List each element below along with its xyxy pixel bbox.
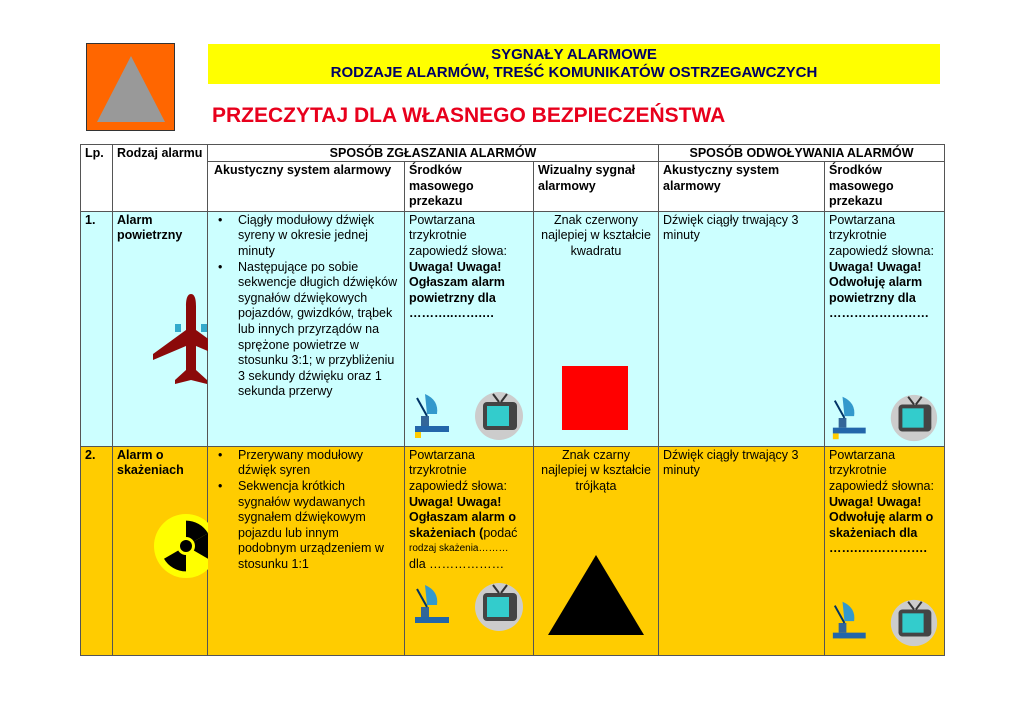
list-item: • Ciągły modułowy dźwięk syreny w okresie jednej minuty bbox=[216, 213, 400, 260]
row-type-cell bbox=[113, 211, 208, 446]
col-lp-header: Lp. bbox=[81, 145, 113, 212]
row-visual-cell bbox=[534, 446, 659, 655]
radio-tv-icon bbox=[829, 597, 941, 649]
sub-acoustic-header: Akustyczny system alarmowy bbox=[208, 162, 405, 212]
row-cancel-acoustic-cell bbox=[659, 211, 825, 446]
visual-signal-text: Znak czarny najlepiej w kształcie trójkąta bbox=[541, 447, 651, 493]
row-lp: 1. bbox=[81, 211, 113, 446]
warning-triangle-icon bbox=[87, 44, 176, 132]
row-cancel-media-cell bbox=[825, 446, 945, 655]
media-tail: podać bbox=[483, 525, 518, 540]
acoustic-list bbox=[212, 448, 400, 573]
civil-defense-logo bbox=[86, 43, 175, 131]
row-cancel-acoustic-cell bbox=[659, 446, 825, 655]
row-media-cell bbox=[405, 211, 534, 446]
cancel-media-text: Powtarzana trzykrotnie zapowiedź słowna: bbox=[829, 212, 934, 258]
media-announcement: Uwaga! Uwaga! Ogłaszam alarm o skażeniach ( bbox=[409, 494, 516, 540]
list-item: • Następujące po sobie sekwencje długich dźwięków sygnałów dźwiękowych pojazdów, gwizdków, trąbek lub innych przyrządów na sprężone powietrze w stosunku 3:1; w przybliżeniu 3 sekundy dźwięku oraz 1 sekunda przerwy bbox=[216, 260, 400, 400]
announce-group-header: SPOSÓB ZGŁASZANIA ALARMÓW bbox=[208, 145, 659, 162]
banner-subtitle: RODZAJE ALARMÓW, TREŚĆ KOMUNIKATÓW OSTRZEGAWCZYCH bbox=[330, 64, 818, 81]
visual-signal-text: Znak czerwony najlepiej w kształcie kwadratu bbox=[541, 212, 651, 258]
cancel-media-announcement: Uwaga! Uwaga! Odwołuję alarm o skażeniach dla …….….…………. bbox=[829, 494, 934, 556]
cancel-group-header: SPOSÓB ODWOŁYWANIA ALARMÓW bbox=[659, 145, 945, 162]
col-type-header: Rodzaj alarmu bbox=[113, 145, 208, 212]
red-square-icon bbox=[562, 366, 628, 430]
media-text: Powtarzana trzykrotnie zapowiedź słowa: bbox=[409, 212, 507, 258]
row-visual-cell bbox=[534, 211, 659, 446]
row-acoustic-cell bbox=[208, 446, 405, 655]
row-acoustic-cell bbox=[208, 211, 405, 446]
page-heading: PRZECZYTAJ DLA WŁASNEGO BEZPIECZEŃSTWA bbox=[212, 104, 726, 127]
row-cancel-media-cell bbox=[825, 211, 945, 446]
row-type-cell bbox=[113, 446, 208, 655]
cancel-acoustic-text: Dźwięk ciągły trwający 3 minuty bbox=[663, 212, 799, 243]
row-media-cell bbox=[405, 446, 534, 655]
sub-acoustic2-header: Akustyczny system alarmowy bbox=[659, 162, 825, 212]
banner-title: SYGNAŁY ALARMOWE bbox=[491, 46, 657, 63]
table-header-row bbox=[81, 145, 945, 162]
radio-tv-icon bbox=[411, 581, 527, 633]
table-subheader-row bbox=[81, 162, 945, 212]
title-banner bbox=[208, 44, 940, 84]
black-triangle-icon bbox=[548, 555, 644, 635]
sub-media2-header: Środków masowego przekazu bbox=[825, 162, 945, 212]
radio-tv-icon bbox=[829, 392, 941, 444]
media-end: dla ……………… bbox=[409, 556, 505, 571]
media-text: Powtarzana trzykrotnie zapowiedź słowa: bbox=[409, 447, 507, 493]
row-type: Alarm powietrzny bbox=[117, 212, 183, 243]
list-item: • Przerywany modułowy dźwięk syren bbox=[216, 448, 400, 479]
sub-visual-header: Wizualny sygnał alarmowy bbox=[534, 162, 659, 212]
list-item: • Sekwencja krótkich sygnałów wydawanych sygnałem dźwiękowym pojazdu lub innym podobnym urządzeniem w stosunku 1:1 bbox=[216, 479, 400, 573]
row-type: Alarm o skażeniach bbox=[117, 447, 184, 478]
media-small-note: rodzaj skażenia……… bbox=[409, 543, 509, 555]
table-row bbox=[81, 446, 945, 655]
media-announcement: Uwaga! Uwaga! Ogłaszam alarm powietrzny dla ………..…….… bbox=[409, 259, 505, 321]
acoustic-list bbox=[212, 213, 400, 400]
cancel-media-announcement: Uwaga! Uwaga! Odwołuję alarm powietrzny dla …………………… bbox=[829, 259, 930, 321]
sub-media-header: Środków masowego przekazu bbox=[405, 162, 534, 212]
alarm-table bbox=[80, 144, 945, 656]
row-lp: 2. bbox=[81, 446, 113, 655]
radio-tv-icon bbox=[411, 390, 527, 442]
table-row bbox=[81, 211, 945, 446]
cancel-acoustic-text: Dźwięk ciągły trwający 3 minuty bbox=[663, 447, 799, 478]
cancel-media-text: Powtarzana trzykrotnie zapowiedź słowna: bbox=[829, 447, 934, 493]
